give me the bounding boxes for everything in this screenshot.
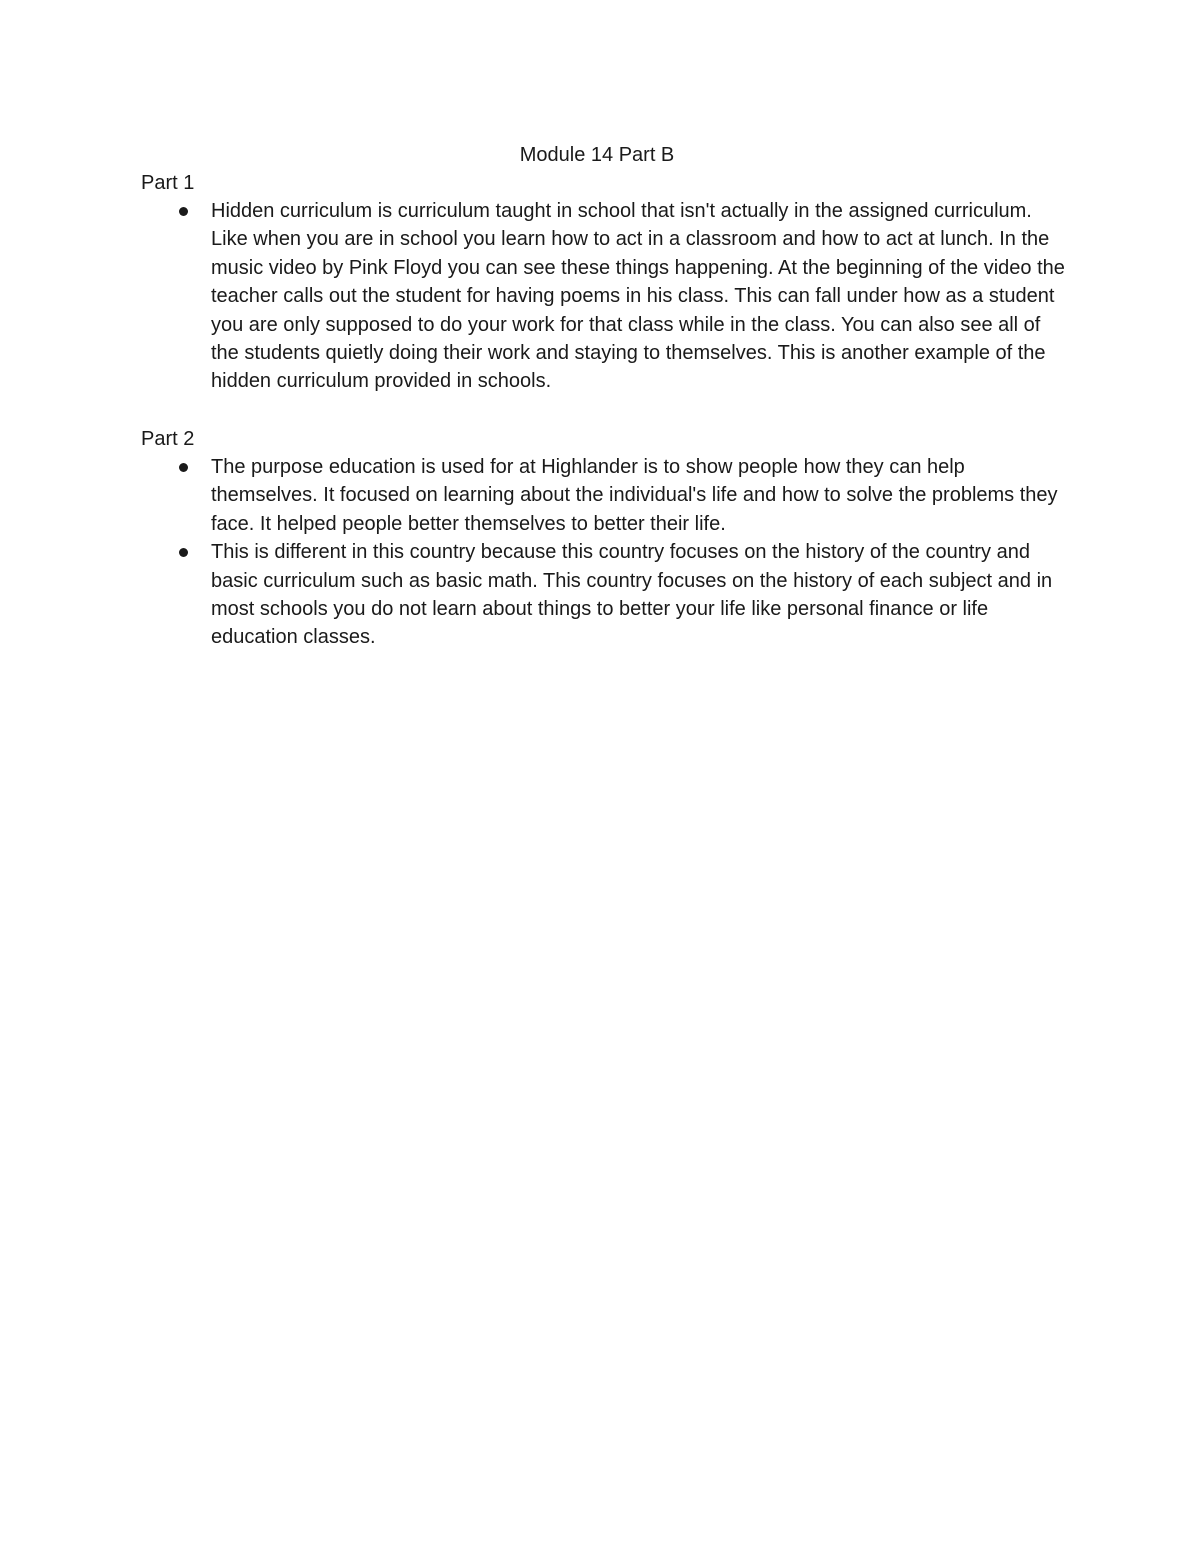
bullet-list: [141, 453, 1071, 652]
bullet-icon: [179, 548, 188, 557]
list-item-text: The purpose education is used for at Highlander is to show people how they can help themselves. It focused on learning about the individual's life and how to solve the problems they face. It helped people better themselves to better their life.: [211, 456, 1058, 535]
section-heading: Part 1: [141, 172, 195, 194]
list-item: [141, 538, 1071, 652]
section-part-1: [141, 169, 1071, 396]
section-part-2: [141, 425, 1071, 652]
list-item: [141, 453, 1071, 538]
list-item-text: This is different in this country because this country focuses on the history of the country and basic curriculum such as basic math. This country focuses on the history of each subject and in most schools you do not learn about things to better your life like personal finance or life education classes.: [211, 541, 1053, 649]
bullet-list: [141, 197, 1071, 396]
bullet-icon: [179, 463, 188, 472]
list-item: [141, 197, 1071, 396]
bullet-icon: [179, 207, 188, 216]
section-heading: Part 2: [141, 428, 195, 450]
list-item-text: Hidden curriculum is curriculum taught in school that isn't actually in the assigned curriculum. Like when you are in school you learn how to act in a classroom and how to act at lunch. In the music video by Pink Floyd you can see these things happening. At the beginning of the video the teacher calls out the student for having poems in his class. This can fall under how as a student you are only supposed to do your work for that class while in the class. You can also see all of the students quietly doing their work and staying to themselves. This is another example of the hidden curriculum provided in schools.: [211, 200, 1065, 393]
document-title: Module 14 Part B: [519, 144, 675, 166]
